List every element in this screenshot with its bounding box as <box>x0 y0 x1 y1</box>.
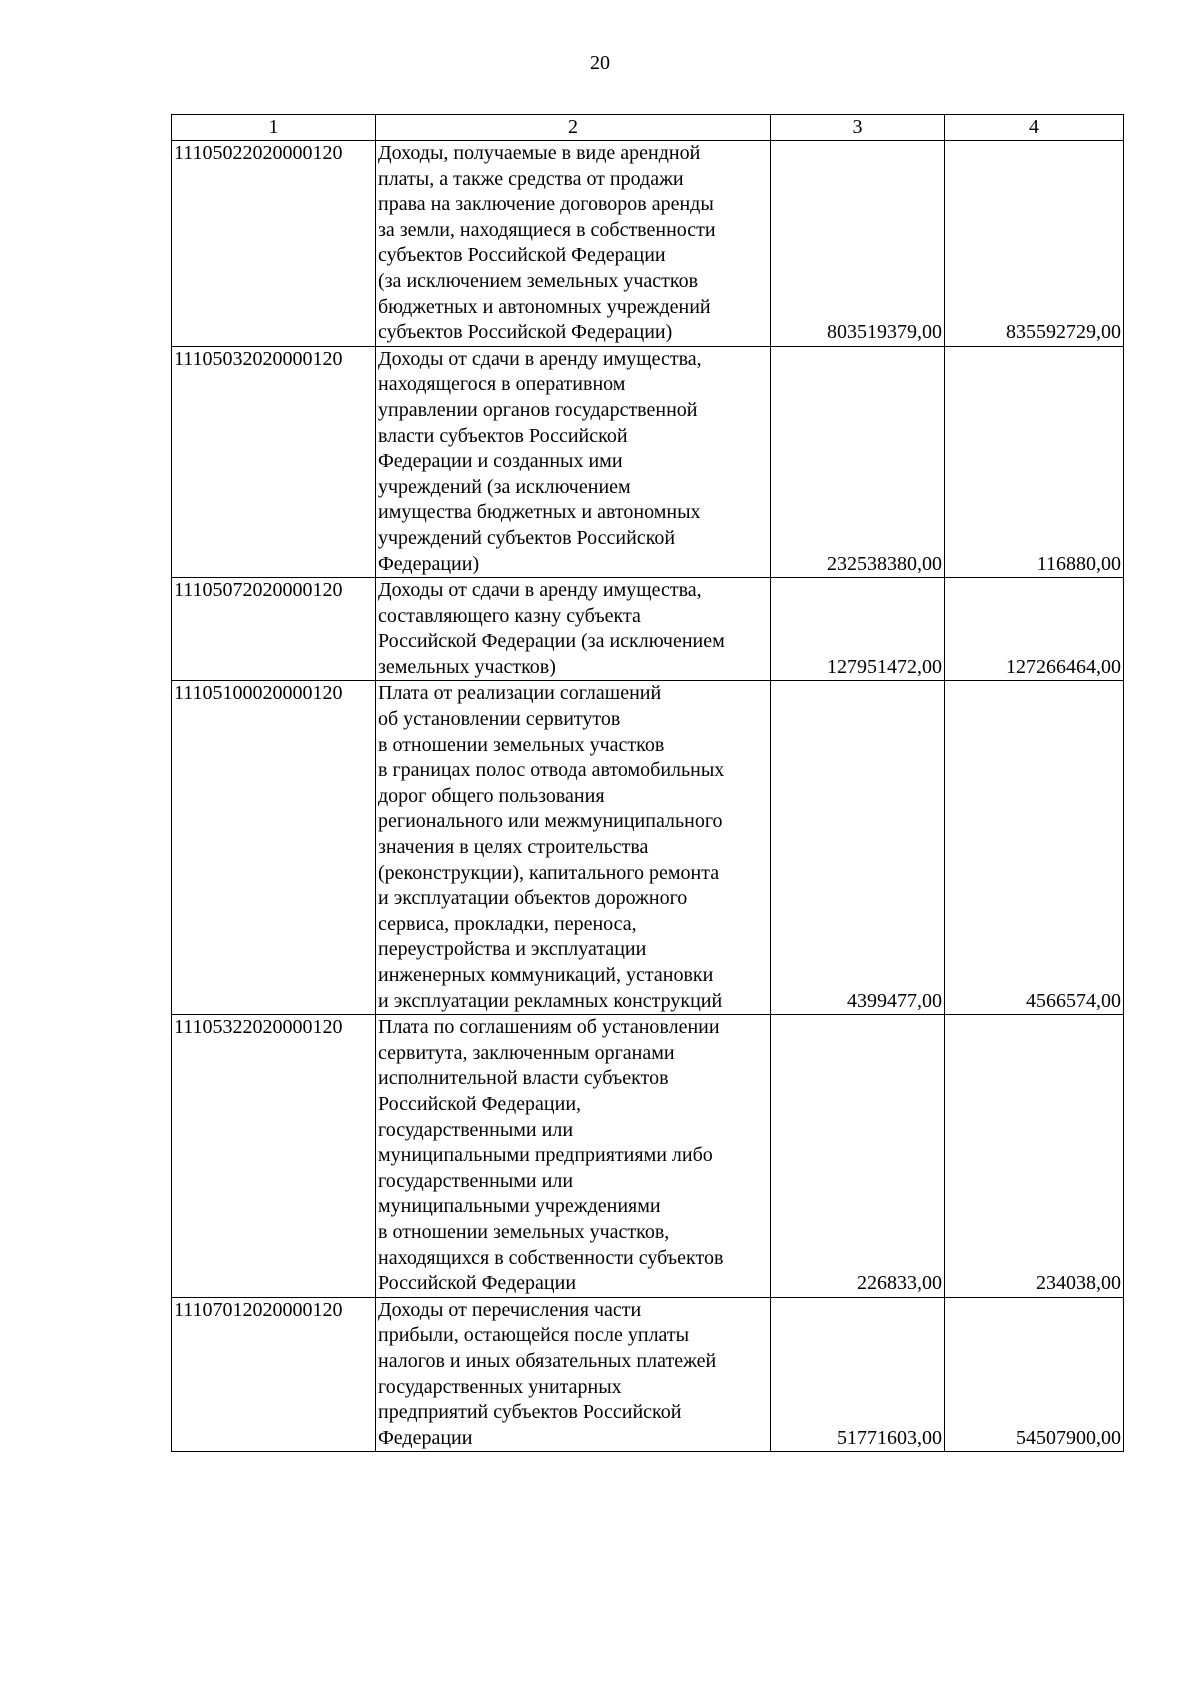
revenue-code: 11105072020000120 <box>172 578 376 681</box>
column-header-2: 2 <box>376 115 771 141</box>
amount-column-3: 803519379,00 <box>771 141 945 347</box>
revenue-description: Доходы от перечисления части прибыли, остающейся после уплаты налогов и иных обязательных платежей государственных унитарных предприятий субъектов Российской Федерации <box>376 1297 771 1452</box>
revenue-description: Доходы от сдачи в аренду имущества, составляющего казну субъекта Российской Федерации (за исключением земельных участков) <box>376 578 771 681</box>
revenue-code: 11105032020000120 <box>172 346 376 577</box>
amount-column-4: 127266464,00 <box>945 578 1124 681</box>
column-header-4: 4 <box>945 115 1124 141</box>
revenue-code: 11105322020000120 <box>172 1015 376 1298</box>
revenue-description: Доходы от сдачи в аренду имущества, находящегося в оперативном управлении органов государственной власти субъектов Российской Федерации и созданных ими учреждений (за исключением имущества бюджетных и автономных учреждений субъектов Российской Федерации) <box>376 346 771 577</box>
table-header-row <box>172 115 1124 141</box>
table-row <box>172 681 1124 1015</box>
amount-column-4: 54507900,00 <box>945 1297 1124 1452</box>
amount-column-3: 127951472,00 <box>771 578 945 681</box>
page-number: 20 <box>590 52 610 74</box>
table-row <box>172 578 1124 681</box>
revenue-code: 11105022020000120 <box>172 141 376 347</box>
column-header-1: 1 <box>172 115 376 141</box>
column-header-3: 3 <box>771 115 945 141</box>
table-row <box>172 1297 1124 1452</box>
revenue-code: 11105100020000120 <box>172 681 376 1015</box>
amount-column-4: 835592729,00 <box>945 141 1124 347</box>
amount-column-4: 4566574,00 <box>945 681 1124 1015</box>
table-row <box>172 141 1124 347</box>
amount-column-3: 51771603,00 <box>771 1297 945 1452</box>
revenue-code: 11107012020000120 <box>172 1297 376 1452</box>
amount-column-4: 234038,00 <box>945 1015 1124 1298</box>
revenue-table <box>171 114 1124 1452</box>
amount-column-3: 226833,00 <box>771 1015 945 1298</box>
revenue-description: Плата по соглашениям об установлении сервитута, заключенным органами исполнительной власти субъектов Российской Федерации, государственными или муниципальными предприятиями либо государственными или муниципальными учреждениями в отношении земельных участков, находящихся в собственности субъектов Российской Федерации <box>376 1015 771 1298</box>
revenue-description: Доходы, получаемые в виде арендной платы, а также средства от продажи права на заключение договоров аренды за земли, находящиеся в собственности субъектов Российской Федерации (за исключением земельных участков бюджетных и автономных учреждений субъектов Российской Федерации) <box>376 141 771 347</box>
revenue-description: Плата от реализации соглашений об установлении сервитутов в отношении земельных участков в границах полос отвода автомобильных дорог общего пользования регионального или межмуниципального значения в целях строительства (реконструкции), капитального ремонта и эксплуатации объектов дорожного сервиса, прокладки, переноса, переустройства и эксплуатации инженерных коммуникаций, установки и эксплуатации рекламных конструкций <box>376 681 771 1015</box>
amount-column-3: 4399477,00 <box>771 681 945 1015</box>
table-row <box>172 346 1124 577</box>
amount-column-4: 116880,00 <box>945 346 1124 577</box>
table-row <box>172 1015 1124 1298</box>
amount-column-3: 232538380,00 <box>771 346 945 577</box>
